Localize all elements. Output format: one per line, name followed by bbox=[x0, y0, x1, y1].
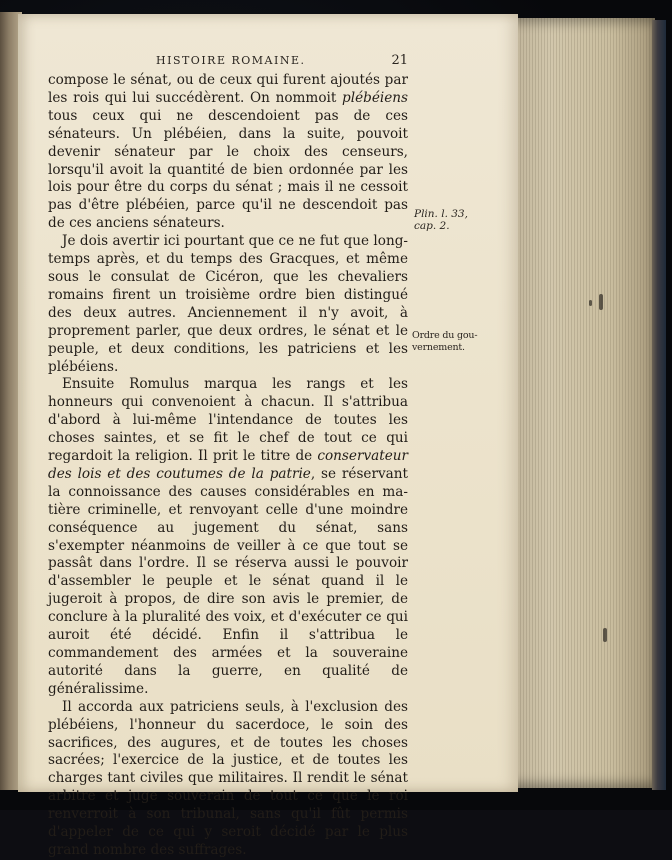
paragraph-3-italic: conservateur des lois et des coutumes de la patrie bbox=[48, 448, 408, 482]
page-number: 21 bbox=[391, 53, 408, 68]
paragraph-2: Je dois avertir ici pourtant que ce ne fut que longtemps après, et du temps des Gracques, et même sous le consulat de Cicéron, que les chevaliers romains firent un troisième ordre bien distingué des deux autres. Anciennement il n'y avoit, à proprement parler, que deux ordres, le sénat et le peuple, et deux conditions, les patriciens et les plébéiens. bbox=[48, 233, 408, 375]
topic-line-2: vernement. bbox=[412, 342, 465, 353]
paragraph-4: Il accorda aux patriciens seuls, à l'exclusion des plébéiens, l'honneur du sacerdoce, le soin des sacrifices, des augures, et de toutes les choses sacrées; l'exercice de la justice, et de toutes les charges tant civiles que militaires. Il rendit le sénat arbitre et juge souverain de tout ce que le roi renverroit à son tribunal, sans qu'il fût permis d'appeler de ce qui y seroit décidé par le plus grand nombre des suffrages. bbox=[48, 698, 408, 858]
margin-citation bbox=[414, 208, 476, 232]
body-text bbox=[48, 72, 408, 860]
paragraph-3 bbox=[48, 376, 408, 698]
margin-topic-note bbox=[412, 330, 478, 354]
book-fore-edge bbox=[505, 18, 655, 788]
topic-line-1: Ordre du gou- bbox=[412, 330, 478, 341]
running-header bbox=[48, 53, 408, 68]
paragraph-1-text-end: tous ceux qui ne descendoient pas de ces sénateurs. Un plébéien, dans la suite, pouvoit devenir sénateur par le choix des censeurs, lorsqu'il avoit la quantité de bien ordonnée par les lois pour être du corps du sénat ; mais il ne cessoit pas d'être plébéien, parce qu'il ne descendoit pas de ces anciens sénateurs. bbox=[48, 107, 408, 232]
citation-line-1: Plin. l. 33, bbox=[414, 208, 468, 220]
paragraph-1-text: compose le sénat, ou de ceux qui furent ajoutés par les rois qui lui succédèrent. On nommoit bbox=[48, 72, 408, 106]
paragraph-1-italic: plébéiens bbox=[342, 89, 408, 106]
paragraph-3-text: Ensuite Romulus marqua les rangs et les honneurs qui convenoient à chacun. Il s'attribua d'abord à lui-même l'intendance de toutes les choses saintes, et se fit le chef de tout ce qui regardoit la religion. Il prit le titre de bbox=[48, 376, 408, 465]
edge-ink-spot bbox=[603, 628, 607, 642]
paragraph-1 bbox=[48, 72, 408, 233]
running-title: HISTOIRE ROMAINE. bbox=[156, 54, 306, 67]
book-cover-edge bbox=[652, 20, 666, 790]
edge-ink-spot bbox=[589, 300, 592, 306]
citation-line-2: cap. 2. bbox=[414, 220, 450, 232]
edge-ink-spot bbox=[599, 294, 603, 310]
paragraph-3-text-end: , se réservant la connoissance des causes considérables en matière criminelle, et renvoyant celle d'une moindre conséquence au jugement du sénat, sans s'exempter néanmoins de veiller à ce que tout se passât dans l'ordre. Il se réserva aussi le pouvoir d'assembler le peuple et le sénat quand il le jugeroit à propos, de dire son avis le premier, de conclure à la pluralité des voix, et d'exécuter ce qui auroit été décidé. Enfin il s'attribua le commandement des armées et la souveraine autorité dans la guerre, en qualité de généralissime. bbox=[48, 465, 408, 697]
